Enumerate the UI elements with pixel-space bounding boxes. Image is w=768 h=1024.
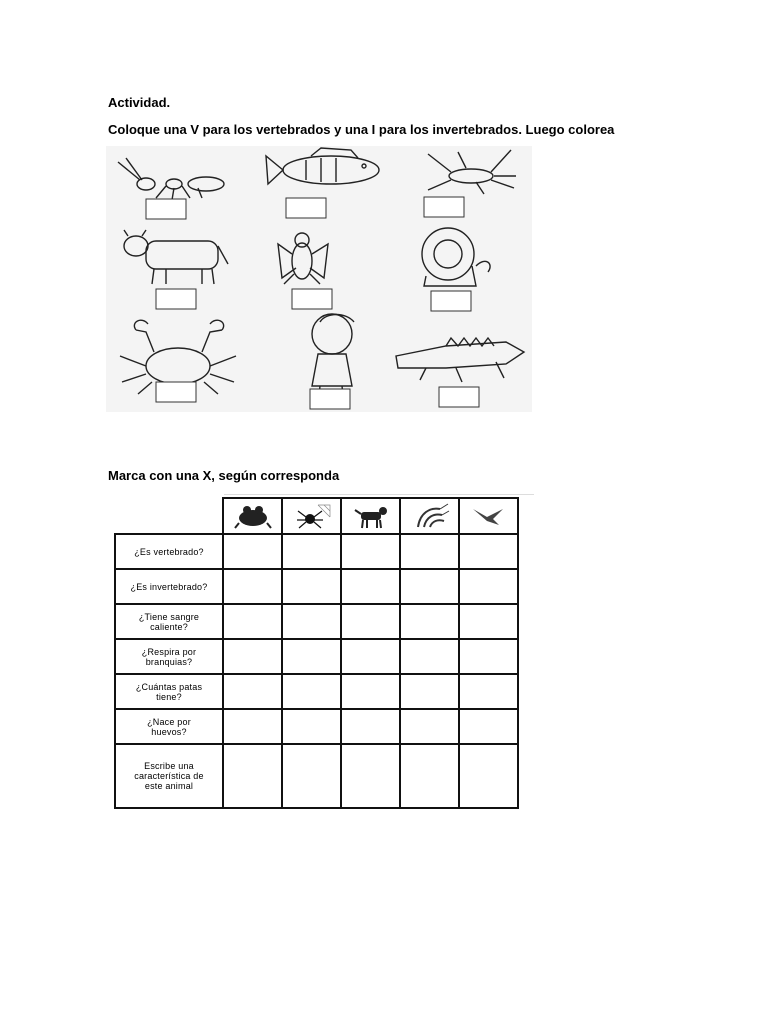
row-label: ¿Cuántas patas tiene? — [115, 674, 223, 709]
header-spider — [282, 498, 341, 534]
answer-box-lion — [431, 291, 471, 311]
answer-box-cow — [156, 289, 196, 309]
frog-icon — [233, 503, 273, 529]
answer-box-child — [310, 389, 350, 409]
answer-cell[interactable] — [459, 569, 518, 604]
header-bird — [459, 498, 518, 534]
row-label: ¿Es invertebrado? — [115, 569, 223, 604]
answer-cell[interactable] — [459, 639, 518, 674]
answer-cell[interactable] — [223, 639, 282, 674]
row-label: ¿Tiene sangre caliente? — [115, 604, 223, 639]
table-row — [115, 744, 518, 808]
spider-icon — [292, 503, 332, 529]
answer-cell[interactable] — [459, 534, 518, 569]
answer-box-ant — [146, 199, 186, 219]
header-frog — [223, 498, 282, 534]
answer-cell[interactable] — [459, 709, 518, 744]
answer-cell[interactable] — [282, 674, 341, 709]
header-shrimp — [400, 498, 459, 534]
activity-title: Actividad. — [108, 95, 171, 110]
row-label: ¿Es vertebrado? — [115, 534, 223, 569]
answer-cell[interactable] — [400, 604, 459, 639]
instruction-mark-x: Marca con una X, según corresponda — [108, 468, 340, 483]
answer-cell[interactable] — [282, 569, 341, 604]
table-row — [115, 569, 518, 604]
animals-illustration-grid — [106, 146, 532, 412]
answer-cell[interactable] — [223, 709, 282, 744]
table-row — [115, 709, 518, 744]
answer-cell[interactable] — [341, 744, 400, 808]
row-label: ¿Nace por huevos? — [115, 709, 223, 744]
row-label: Escribe una característica de este animal — [115, 744, 223, 808]
answer-cell[interactable] — [282, 604, 341, 639]
answer-cell[interactable] — [223, 534, 282, 569]
answer-cell[interactable] — [223, 674, 282, 709]
bird-icon — [469, 503, 509, 529]
answer-cell[interactable] — [400, 744, 459, 808]
table-row — [115, 604, 518, 639]
header-dog — [341, 498, 400, 534]
instruction-vertebrates: Coloque una V para los vertebrados y una I para los invertebrados. Luego colorea — [108, 122, 615, 137]
answer-cell[interactable] — [400, 639, 459, 674]
answer-cell[interactable] — [341, 534, 400, 569]
answer-cell[interactable] — [282, 744, 341, 808]
answer-box-water-insect — [424, 197, 464, 217]
answer-cell[interactable] — [223, 569, 282, 604]
answer-box-fly — [292, 289, 332, 309]
table-row — [115, 674, 518, 709]
answer-cell[interactable] — [341, 639, 400, 674]
answer-cell[interactable] — [223, 744, 282, 808]
answer-cell[interactable] — [341, 674, 400, 709]
answer-cell[interactable] — [341, 709, 400, 744]
answer-cell[interactable] — [400, 534, 459, 569]
answer-box-crocodile — [439, 387, 479, 407]
header-empty-cell — [115, 498, 223, 534]
answer-cell[interactable] — [400, 674, 459, 709]
answer-cell[interactable] — [282, 709, 341, 744]
answer-box-fish — [286, 198, 326, 218]
animal-classification-table — [114, 497, 519, 809]
shrimp-icon — [410, 503, 450, 529]
table-top-rule — [224, 494, 534, 495]
table-row — [115, 534, 518, 569]
table-header-row — [115, 498, 518, 534]
answer-cell[interactable] — [282, 639, 341, 674]
answer-cell[interactable] — [459, 744, 518, 808]
answer-cell[interactable] — [459, 604, 518, 639]
dog-icon — [351, 503, 391, 529]
answer-cell[interactable] — [341, 569, 400, 604]
answer-cell[interactable] — [400, 569, 459, 604]
answer-cell[interactable] — [341, 604, 400, 639]
answer-cell[interactable] — [400, 709, 459, 744]
answer-cell[interactable] — [223, 604, 282, 639]
table-row — [115, 639, 518, 674]
row-label: ¿Respira por branquias? — [115, 639, 223, 674]
answer-cell[interactable] — [282, 534, 341, 569]
answer-box-crab — [156, 382, 196, 402]
answer-cell[interactable] — [459, 674, 518, 709]
